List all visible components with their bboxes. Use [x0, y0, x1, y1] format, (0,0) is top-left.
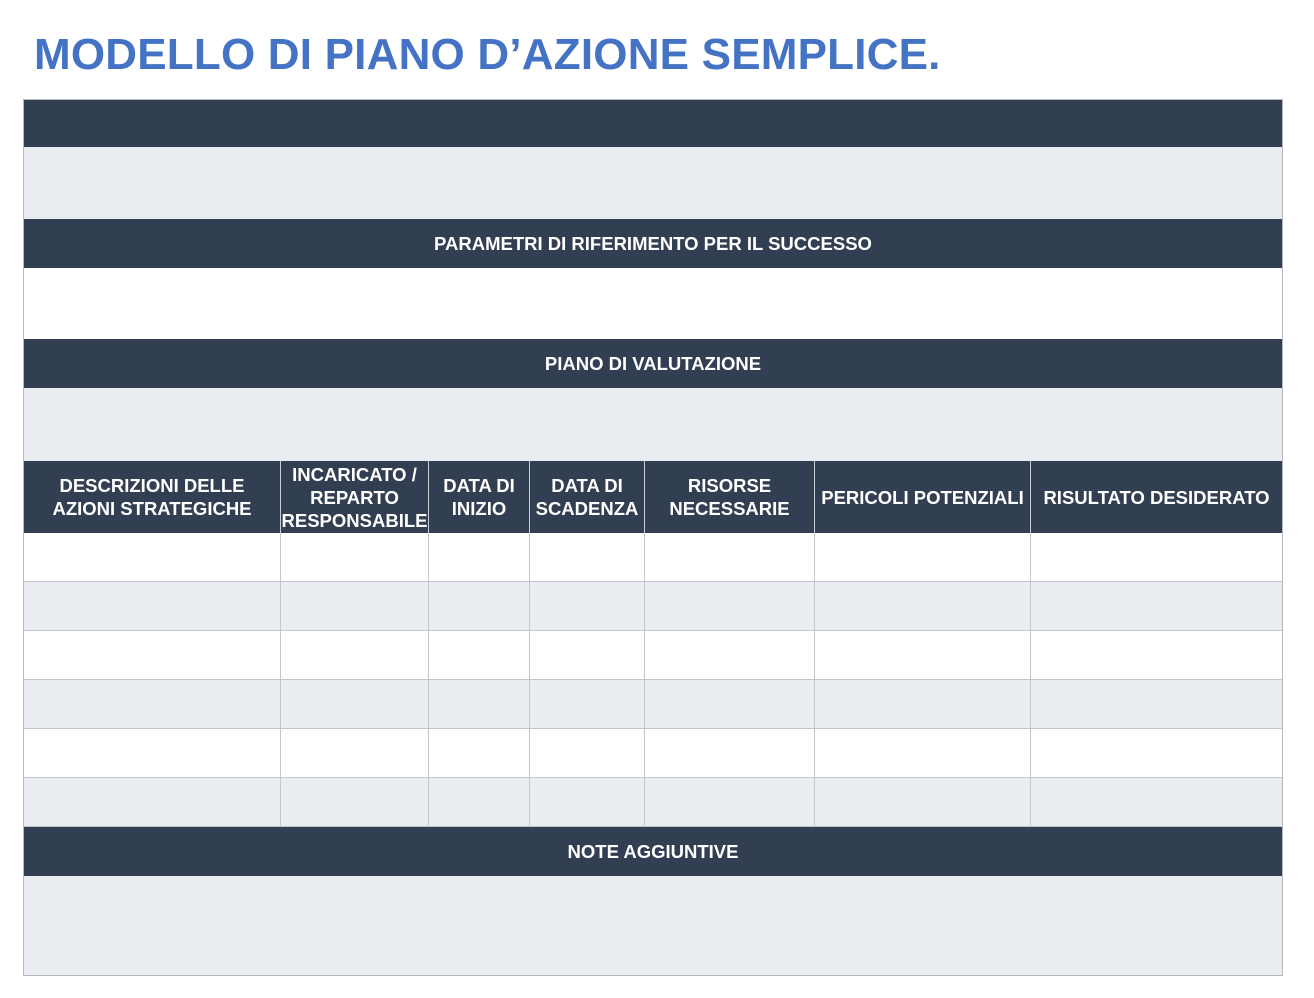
action-table-body — [24, 533, 1282, 827]
additional-notes-field[interactable] — [24, 876, 1282, 976]
table-cell[interactable] — [24, 533, 281, 581]
table-cell[interactable] — [815, 533, 1031, 581]
table-cell[interactable] — [429, 533, 530, 581]
action-table-header — [24, 461, 1282, 533]
success-params-field[interactable] — [24, 268, 1282, 339]
table-cell[interactable] — [530, 533, 645, 581]
column-header-start-date: DATA DI INIZIO — [429, 461, 530, 533]
additional-notes-label: NOTE AGGIUNTIVE — [567, 840, 739, 862]
evaluation-plan-header — [24, 339, 1282, 388]
table-cell[interactable] — [24, 680, 281, 728]
table-cell[interactable] — [1031, 778, 1282, 826]
table-cell[interactable] — [815, 582, 1031, 630]
table-row — [24, 533, 1282, 582]
table-cell[interactable] — [429, 729, 530, 777]
table-cell[interactable] — [1031, 729, 1282, 777]
column-header-descriptions: DESCRIZIONI DELLE AZIONI STRATEGICHE — [24, 461, 281, 533]
table-cell[interactable] — [815, 680, 1031, 728]
table-cell[interactable] — [24, 729, 281, 777]
table-cell[interactable] — [429, 778, 530, 826]
table-row — [24, 582, 1282, 631]
evaluation-plan-label: PIANO DI VALUTAZIONE — [544, 352, 762, 374]
table-cell[interactable] — [815, 778, 1031, 826]
column-header-responsible: INCARICATO / REPARTO RESPONSABILE — [281, 461, 429, 533]
table-cell[interactable] — [645, 778, 815, 826]
table-cell[interactable] — [530, 680, 645, 728]
table-cell[interactable] — [645, 533, 815, 581]
column-header-due-date: DATA DI SCADENZA — [530, 461, 645, 533]
table-cell[interactable] — [281, 729, 429, 777]
table-row — [24, 631, 1282, 680]
table-cell[interactable] — [281, 680, 429, 728]
table-cell[interactable] — [1031, 582, 1282, 630]
table-cell[interactable] — [429, 582, 530, 630]
additional-notes-header — [24, 827, 1282, 876]
table-cell[interactable] — [645, 582, 815, 630]
table-cell[interactable] — [530, 729, 645, 777]
table-cell[interactable] — [24, 778, 281, 826]
success-params-label: PARAMETRI DI RIFERIMENTO PER IL SUCCESSO — [434, 232, 872, 254]
objective-field[interactable] — [24, 147, 1282, 219]
table-cell[interactable] — [530, 778, 645, 826]
table-cell[interactable] — [530, 582, 645, 630]
top-header-band — [24, 100, 1282, 147]
table-cell[interactable] — [281, 631, 429, 679]
evaluation-plan-field[interactable] — [24, 388, 1282, 461]
table-cell[interactable] — [815, 729, 1031, 777]
table-cell[interactable] — [24, 631, 281, 679]
table-cell[interactable] — [530, 631, 645, 679]
table-cell[interactable] — [429, 680, 530, 728]
table-cell[interactable] — [645, 729, 815, 777]
table-cell[interactable] — [281, 778, 429, 826]
table-cell[interactable] — [429, 631, 530, 679]
table-cell[interactable] — [645, 631, 815, 679]
success-params-header — [24, 219, 1282, 268]
table-cell[interactable] — [645, 680, 815, 728]
table-cell[interactable] — [815, 631, 1031, 679]
column-header-risks: PERICOLI POTENZIALI — [815, 461, 1031, 533]
action-plan-sheet — [23, 99, 1283, 976]
column-header-desired-result: RISULTATO DESIDERATO — [1043, 486, 1270, 508]
table-cell[interactable] — [1031, 680, 1282, 728]
table-cell[interactable] — [1031, 631, 1282, 679]
table-row — [24, 680, 1282, 729]
column-header-resources: RISORSE NECESSARIE — [645, 461, 815, 533]
table-row — [24, 778, 1282, 827]
table-cell[interactable] — [24, 582, 281, 630]
page-title: MODELLO DI PIANO D’AZIONE SEMPLICE. — [34, 30, 941, 79]
table-cell[interactable] — [1031, 533, 1282, 581]
table-row — [24, 729, 1282, 778]
table-cell[interactable] — [281, 582, 429, 630]
table-cell[interactable] — [281, 533, 429, 581]
